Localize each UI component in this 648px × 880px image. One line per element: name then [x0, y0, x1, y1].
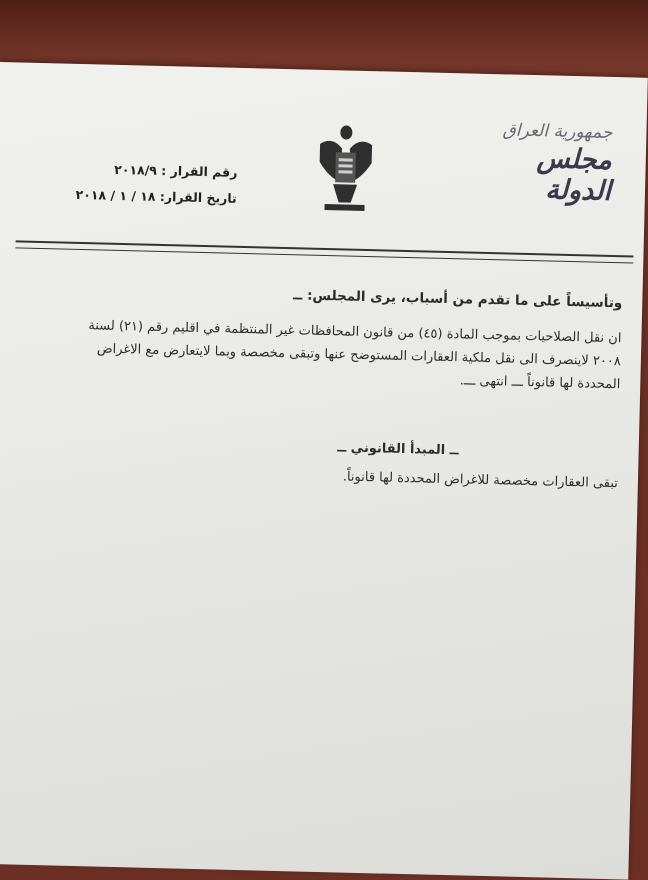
- decision-number-value: ٢٠١٨/٩: [114, 161, 158, 178]
- legal-principle: [14, 458, 618, 495]
- document-page: [0, 62, 648, 880]
- paragraph-line: ان نقل الصلاحيات بموجب المادة (٤٥) من قانون المحافظات غير المنتظمة في اقليم رقم (٢١) لسنة: [88, 318, 622, 347]
- paragraph-line: ٢٠٠٨ لاينصرف الى نقل ملكية العقارات المستوضح عنها وتبقى مخصصة وبما لايتعارض مع الاغراض: [96, 341, 622, 370]
- eagle-emblem-icon: [310, 122, 380, 216]
- decision-date-row: [36, 181, 237, 212]
- principle-line: تبقى العقارات مخصصة للاغراض المحددة لها قانوناً.: [342, 469, 619, 492]
- decision-reference: [36, 155, 237, 212]
- legal-principle-heading: ــ المبدأ القانوني ــ: [337, 440, 459, 459]
- ministry-letterhead: [481, 120, 613, 207]
- letterhead-line-1: جمهورية العراق: [502, 120, 613, 143]
- decision-date-value: ١٨ / ١ / ٢٠١٨: [75, 186, 156, 204]
- letterhead-line-2: مجلس الدولة: [536, 143, 613, 207]
- decision-number-label: رقم القرار :: [161, 162, 238, 180]
- decision-date-label: تاريخ القرار:: [159, 188, 237, 206]
- decision-paragraph: [16, 313, 622, 397]
- intro-line: وتأسيساً على ما تقدم من أسباب، يرى المجلس: ــ: [292, 287, 623, 312]
- paragraph-line: المحددة لها قانوناً ـــ انتهى ـــ.: [459, 373, 621, 393]
